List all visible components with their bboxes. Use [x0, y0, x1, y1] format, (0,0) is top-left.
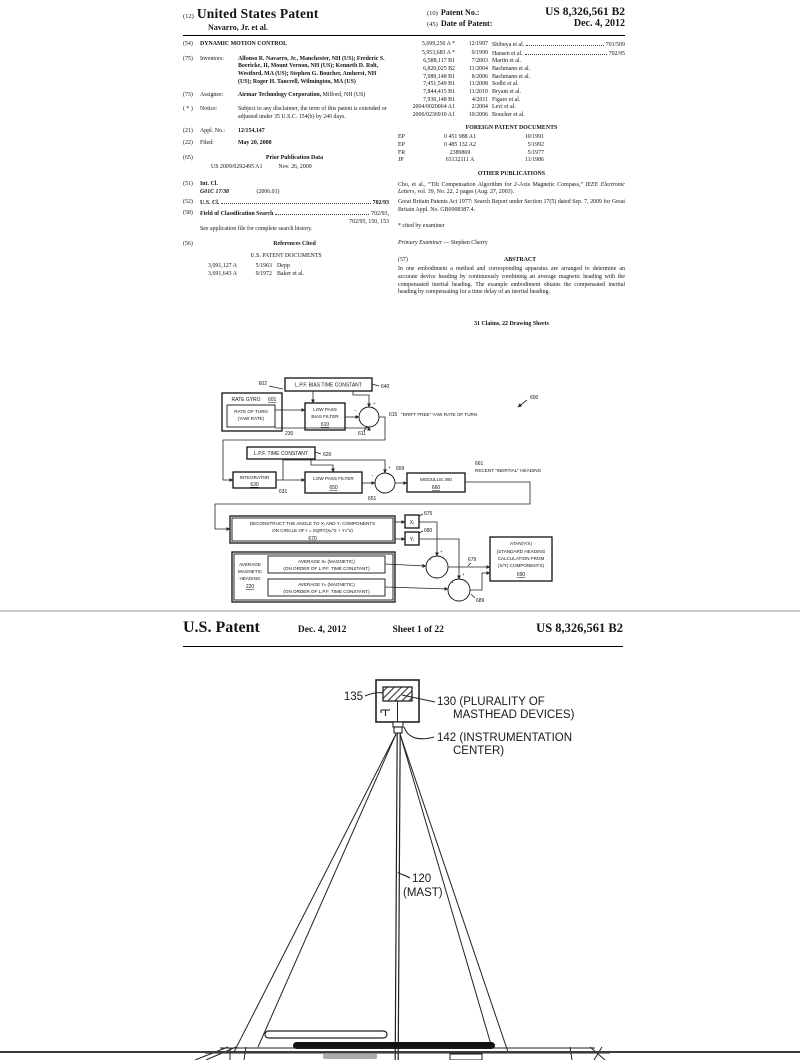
dotted-leader: [221, 199, 370, 204]
svg-text:670: 670: [308, 536, 317, 542]
us-patent-documents-title: U.S. PATENT DOCUMENTS: [250, 252, 322, 259]
svg-text:Yᵣ: Yᵣ: [409, 537, 415, 543]
svg-text:660: 660: [431, 485, 441, 491]
svg-text:−: −: [371, 473, 374, 478]
svg-text:−: −: [354, 408, 357, 413]
notice-label: Notice:: [200, 106, 218, 113]
summing-junction-611: [354, 401, 379, 437]
page-title: United States Patent: [196, 6, 319, 21]
field-number-12: (12): [183, 13, 194, 20]
waterline: [0, 1051, 800, 1053]
svg-text:(X/Y) COMPONENTS): (X/Y) COMPONENTS): [497, 563, 545, 568]
svg-text:L.P.F. TIME CONSTANT: L.P.F. TIME CONSTANT: [254, 451, 308, 457]
citation-row: 2004/0020064 A1 2/2004 Levi et al.: [412, 104, 516, 111]
rigging-stays: [234, 734, 508, 1052]
svg-text:ATAN(Y/X): ATAN(Y/X): [509, 541, 533, 546]
us-doc-number: 3,691,643 A: [208, 271, 237, 278]
prior-publication-date: Nov. 26, 2009: [278, 164, 312, 171]
svg-text:L.P.F. BIAS TIME CONSTANT: L.P.F. BIAS TIME CONSTANT: [295, 382, 362, 389]
appl-no: 12/154,147: [238, 128, 265, 135]
svg-text:LOW PASS: LOW PASS: [313, 407, 337, 412]
svg-text:DECONSTRUCT THE ANGLE TO Xᵣ AN: DECONSTRUCT THE ANGLE TO Xᵣ AND Yᵣ COMPONENTS: [249, 521, 376, 526]
svg-text:BIAS FILTER: BIAS FILTER: [311, 414, 339, 419]
abstract-text: In one embodiment a method and corresponding apparatus are arranged to determine an accurate device heading by continuously combining an average magnetic heading with the compensated inertial heading. The example embodiment obtains the compensated inertial heading by compensating for a time delay of an inertial heading.: [398, 266, 625, 296]
foreign-docs-title: FOREIGN PATENT DOCUMENTS: [465, 124, 558, 131]
front-page-right-column: [398, 41, 625, 329]
low-pass-bias-filter-box: [305, 403, 345, 430]
int-cl-label: Int. Cl.: [200, 181, 218, 188]
svg-text:(ON ORDER OF L.P.F. TIME CONST: (ON ORDER OF L.P.F. TIME CONSTANT): [283, 589, 370, 594]
atan-box: [490, 537, 552, 581]
svg-text:230: 230: [285, 431, 294, 437]
us-patent-label: U.S. Patent: [183, 619, 260, 636]
field-number-45: (45): [427, 21, 438, 28]
citation-row: 7,451,549 B1 11/2008 Sodhi et al.: [423, 81, 519, 88]
filed-label: Filed:: [200, 140, 214, 147]
low-pass-filter-box: [305, 472, 362, 493]
front-page-left-column: [183, 41, 389, 329]
svg-text:Xᵣ: Xᵣ: [409, 520, 415, 526]
publication-1: Cho, et al., “Tilt Compensation Algorithm for 2-Axis Magnetic Compass,” IEEE Electronic Letters, vol. 39, No. 22, 2 pages (Aug. 27, 2003).: [398, 181, 625, 196]
references-cited-title: References Cited: [273, 241, 316, 248]
publication-2: Great Britain Patents Act 1977: Search Report under Section 17(5) dated Sep. 7, 2009 for Great Britain Appl. No. GB0908387.4.: [398, 199, 625, 213]
us-doc-number: 3,091,127 A: [208, 263, 237, 270]
patent-front-page: [183, 6, 625, 329]
citation-row: 5,953,683 A * 9/1999 Hansen et al. 702/95: [421, 49, 625, 57]
field-52: (52): [183, 199, 193, 206]
header-right: [427, 6, 625, 32]
svg-text:659: 659: [396, 466, 405, 472]
label-142-line1: 142 (INSTRUMENTATION: [437, 732, 573, 744]
field-of-search-v2: 702/95, 150, 153: [349, 218, 389, 225]
lpf-bias-time-constant-box: [259, 378, 390, 391]
svg-text:CALCULATION FROM: CALCULATION FROM: [497, 556, 545, 561]
assignee-location: Milford, NH (US): [322, 92, 366, 99]
foreign-doc-row: JP 63132111 A 11/1986: [398, 157, 544, 164]
sensor-module: [383, 687, 412, 701]
label-120: 120: [412, 873, 432, 885]
us-cl-value: 702/93: [372, 200, 389, 207]
sheet-patent-number: US 8,326,561 B2: [536, 621, 623, 635]
svg-text:HEADING: HEADING: [239, 576, 261, 581]
svg-text:+: +: [388, 465, 391, 470]
inventors-list: Alfonso R. Navarro, Jr., Manchester, NH (US); Frederic S. Boericke, II, Mount Vernon, NH (US); Kenneth D. Rolt, Westford, MA (US); Stephen G. Boucher, Amherst, NH (US); Roger H. Tancrell, Wilmington, MA (US): [238, 55, 385, 85]
inventor-short-name: Navarro, Jr. et al.: [208, 23, 268, 32]
svg-text:(STANDARD HEADING: (STANDARD HEADING: [496, 549, 546, 554]
citation-row: 6,588,117 B1 7/2003 Martin et al.: [423, 58, 521, 65]
svg-text:(ON ORDER OF L.P.F. TIME CONST: (ON ORDER OF L.P.F. TIME CONSTANT): [283, 566, 370, 571]
svg-text:+: +: [451, 580, 454, 585]
svg-text:690: 690: [516, 572, 526, 578]
field-56: (56): [183, 241, 193, 248]
lpf-time-constant-box: [247, 447, 332, 459]
citation-row: 7,844,415 B1 11/2010 Bryant et al.: [423, 89, 521, 96]
jib-spar: [265, 1031, 387, 1038]
field-21: (21): [183, 128, 193, 135]
svg-text:600: 600: [530, 395, 539, 401]
other-publications-title: OTHER PUBLICATIONS: [477, 171, 546, 178]
instrumentation-collar: [393, 722, 403, 733]
foreign-doc-row: EP 0 485 132 A2 5/1992: [398, 142, 544, 149]
svg-text:640: 640: [381, 384, 390, 390]
svg-text:610: 610: [320, 422, 330, 428]
svg-text:615: 615: [389, 412, 398, 418]
yr-box: [395, 528, 433, 545]
average-magnetic-heading-block: [232, 552, 395, 602]
field-of-search-note: See application file for complete search history.: [200, 226, 313, 233]
filed-date: May 20, 2008: [238, 140, 272, 147]
label-130-line2: MASTHEAD DEVICES): [453, 709, 575, 721]
int-cl-code: G01C 17/38: [200, 188, 229, 195]
mast: [395, 733, 400, 1060]
cited-by-examiner: * cited by examiner: [398, 223, 445, 230]
abstract-title: ABSTRACT: [503, 256, 537, 263]
svg-text:(YAW RATE): (YAW RATE): [237, 416, 265, 421]
foreign-doc-row: FR 2389869 5/1977: [398, 149, 544, 156]
label-130-line1: 130 (PLURALITY OF: [437, 696, 545, 708]
svg-text:AVERAGE Yₕ (MAGNETIC): AVERAGE Yₕ (MAGNETIC): [298, 582, 355, 587]
us-doc-row: [197, 271, 389, 279]
us-doc-row: [197, 263, 389, 271]
summing-junction-689: [448, 572, 485, 604]
us-doc-name: Baker et al.: [277, 271, 304, 278]
field-58: (58): [183, 210, 193, 217]
svg-text:INTEGRATOR: INTEGRATOR: [239, 475, 270, 480]
notice-text: Subject to any disclaimer, the term of this patent is extended or adjusted under 35 U.S.C. 154(b) by 246 days.: [238, 106, 387, 120]
front-page-header: [183, 6, 625, 36]
heading-block-diagram: [183, 372, 575, 612]
citation-row: 6,820,025 B2 11/2004 Bachmann et al.: [423, 66, 531, 73]
patent-number: US 8,326,561 B2: [545, 6, 625, 18]
field-number-10: (10): [427, 10, 438, 17]
field-22: (22): [183, 140, 193, 147]
svg-text:631: 631: [279, 489, 288, 495]
svg-text:"DRIFT FREE" YAW RATE OF TURN: "DRIFT FREE" YAW RATE OF TURN: [401, 412, 478, 417]
prior-publication-title: Prior Publication Data: [265, 154, 324, 161]
integrator-box: [233, 472, 288, 495]
svg-text:601: 601: [268, 397, 277, 403]
svg-text:AVERAGE Xₕ (MAGNETIC): AVERAGE Xₕ (MAGNETIC): [298, 559, 355, 564]
citation-row: 7,089,148 B1 8/2006 Bachmann et al.: [423, 73, 531, 80]
field-73: (73): [183, 92, 193, 99]
sheet-date: Dec. 4, 2012: [297, 625, 347, 635]
svg-text:ON CIRCLE OF r = SQRT(Xₕ^2 + Y: ON CIRCLE OF r = SQRT(Xₕ^2 + Yₕ^2): [272, 528, 353, 533]
field-star: ( * ): [183, 106, 193, 113]
primary-examiner: Primary Examiner — Stephen Cherry: [398, 240, 488, 247]
field-57: (57): [398, 256, 408, 263]
us-cl-label: U.S. Cl.: [200, 200, 220, 207]
svg-text:650: 650: [329, 485, 338, 491]
field-75: (75): [183, 55, 193, 62]
invention-title: DYNAMIC MOTION CONTROL: [200, 41, 288, 47]
svg-text:689: 689: [476, 598, 485, 604]
svg-text:220: 220: [245, 584, 255, 590]
masthead-devices-box: [376, 680, 419, 733]
field-51: (51): [183, 181, 193, 188]
dotted-leader: [275, 210, 369, 215]
claims-line: 31 Claims, 22 Drawing Sheets: [474, 321, 549, 328]
prior-publication-number: US 2009/0292495 A1: [211, 164, 263, 171]
svg-text:651: 651: [368, 496, 377, 502]
header-left: [183, 6, 319, 32]
svg-text:RATE OF TURN: RATE OF TURN: [234, 409, 268, 414]
rate-gyro-block: [222, 393, 294, 437]
assignee-name: Airmar Technology Corporation,: [238, 92, 322, 99]
svg-text:602: 602: [258, 381, 267, 387]
citation-row: 7,930,148 B1 4/2011 Figaro et al.: [423, 96, 521, 103]
appl-no-label: Appl. No.:: [200, 128, 226, 135]
foreign-doc-row: EP 0 451 988 A1 10/1991: [398, 134, 544, 141]
int-cl-year: (2006.01): [256, 188, 280, 195]
sheet-header: [183, 619, 623, 647]
us-doc-date: 5/1963: [255, 263, 272, 270]
inventors-label: Inventors:: [200, 55, 224, 62]
patent-no-label: Patent No.:: [440, 8, 480, 17]
svg-text:679: 679: [468, 557, 477, 563]
label-135: 135: [343, 691, 363, 703]
field-65: (65): [183, 154, 193, 161]
svg-text:+: +: [429, 557, 432, 562]
us-doc-name: Depp: [277, 263, 290, 270]
label-120-mast: (MAST): [403, 887, 443, 899]
svg-text:661: 661: [475, 461, 484, 467]
citation-row: 2006/0236910 A1 10/2006 Boucher et al.: [412, 112, 525, 119]
svg-text:+: +: [373, 401, 376, 406]
svg-text:MODULUS 360: MODULUS 360: [420, 477, 452, 482]
svg-text:630: 630: [250, 482, 259, 488]
field-54: (54): [183, 41, 193, 47]
xr-box: [395, 511, 433, 528]
svg-text:LOW PASS FILTER: LOW PASS FILTER: [313, 476, 354, 481]
assignee-label: Assignee:: [200, 92, 224, 99]
svg-text:611: 611: [358, 431, 366, 437]
summing-junction-651: [368, 465, 405, 502]
svg-text:+: +: [440, 549, 443, 554]
deconstruct-box: [230, 516, 395, 543]
page-divider: [0, 610, 800, 612]
us-doc-date: 9/1972: [255, 271, 272, 278]
field-of-search-v1: 702/93,: [371, 211, 389, 218]
svg-text:AVERAGE: AVERAGE: [239, 562, 261, 567]
date-of-patent: Dec. 4, 2012: [573, 18, 625, 29]
svg-text:+: +: [462, 572, 465, 577]
sailboat-figure: [150, 655, 650, 1060]
modulus-box: [407, 473, 465, 492]
svg-text:675: 675: [424, 511, 433, 517]
svg-text:RATE GYRO: RATE GYRO: [231, 397, 261, 403]
summing-junction-679: [426, 549, 477, 578]
svg-text:680: 680: [424, 528, 433, 534]
label-142-line2: CENTER): [453, 745, 505, 757]
citation-row: 5,699,256 A * 12/1997 Shibuya et al. 701/509: [421, 41, 625, 48]
svg-text:RECENT "INERTIAL" HEADING: RECENT "INERTIAL" HEADING: [475, 468, 542, 473]
svg-text:620: 620: [323, 452, 332, 458]
date-of-patent-label: Date of Patent:: [440, 19, 493, 28]
sheet-number: Sheet 1 of 22: [392, 625, 444, 635]
field-of-search-label: Field of Classification Search: [200, 211, 274, 218]
svg-text:MAGNETIC: MAGNETIC: [237, 569, 263, 574]
